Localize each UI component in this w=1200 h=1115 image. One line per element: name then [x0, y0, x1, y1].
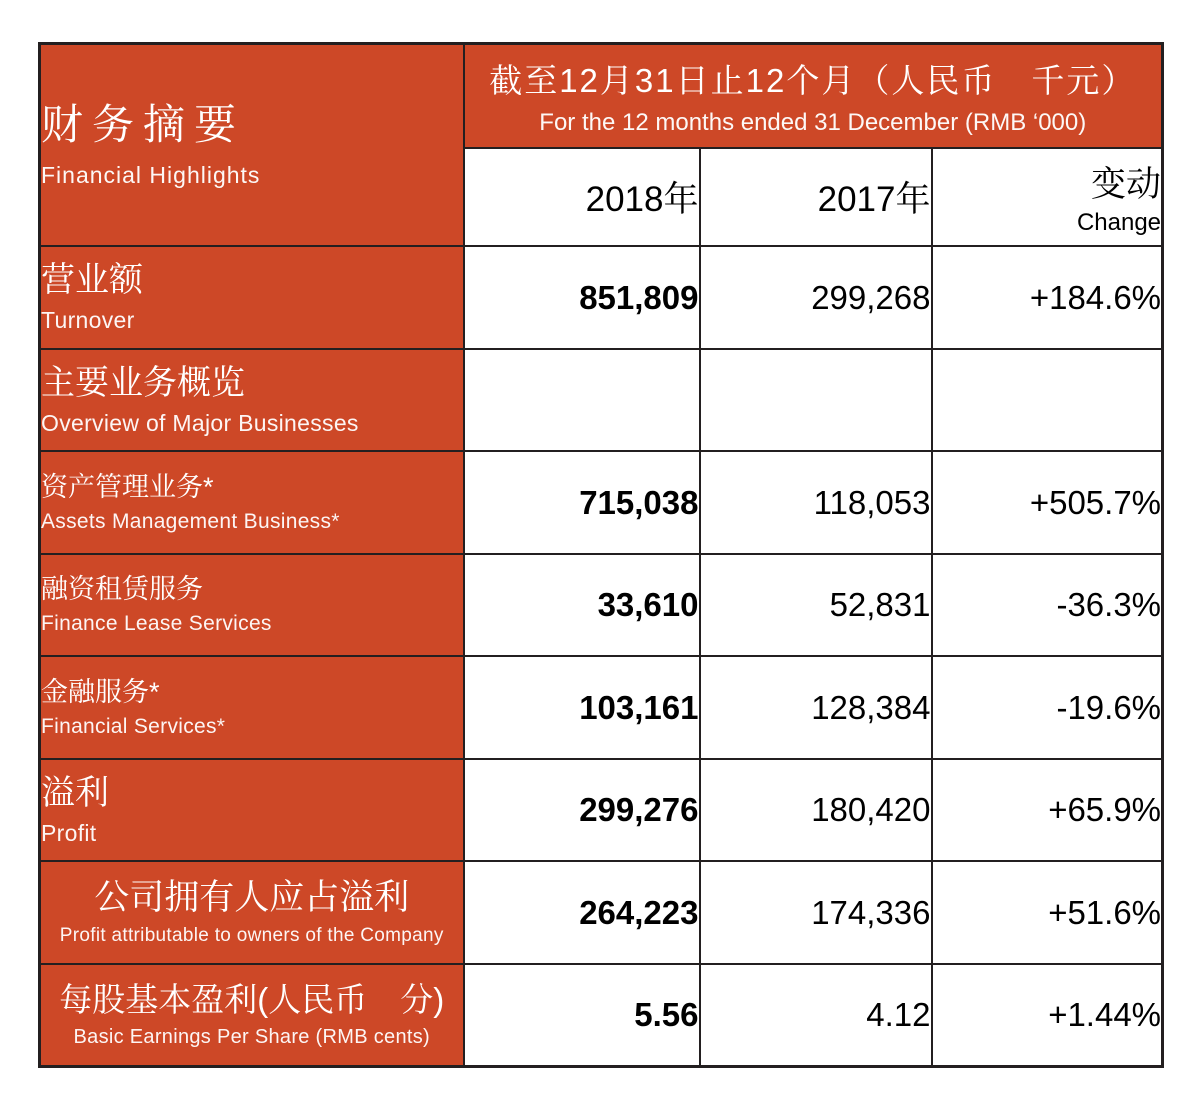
- row-finance-lease-change: -36.3%: [932, 554, 1163, 657]
- column-header-2017-label: 2017年: [817, 180, 931, 220]
- row-finance-lease-value-2017: 52,831: [700, 554, 932, 657]
- row-overview-change: [932, 349, 1163, 452]
- row-assets-management-change: +505.7%: [932, 451, 1163, 554]
- row-basic-eps: [40, 964, 1163, 1067]
- row-profit-label: [40, 759, 464, 862]
- row-overview-label-zh: 主要业务概览: [41, 363, 245, 402]
- row-basic-eps-change: +1.44%: [932, 964, 1163, 1067]
- row-financial-services-label: [40, 656, 464, 759]
- row-profit-label-zh: 溢利: [41, 773, 109, 812]
- row-basic-eps-label-zh: 每股基本盈利(人民币 分): [59, 981, 445, 1019]
- row-assets-management-value-2017: 118,053: [700, 451, 932, 554]
- row-turnover-value-2018: 851,809: [464, 246, 700, 349]
- header-row-period: [40, 44, 1163, 149]
- row-profit-value-2018: 299,276: [464, 759, 700, 862]
- column-header-2018-label: 2018年: [585, 180, 699, 220]
- row-profit-attributable-change: +51.6%: [932, 861, 1163, 964]
- row-profit-change: +65.9%: [932, 759, 1163, 862]
- row-finance-lease-value-2018: 33,610: [464, 554, 700, 657]
- column-header-change-en: Change: [1076, 209, 1162, 237]
- row-turnover-label: [40, 246, 464, 349]
- row-overview-major-businesses: [40, 349, 1163, 452]
- row-profit-attributable-value-2018: 264,223: [464, 861, 700, 964]
- row-assets-management: [40, 451, 1163, 554]
- row-profit-attributable-value-2017: 174,336: [700, 861, 932, 964]
- row-profit-label-en: Profit: [41, 819, 97, 846]
- row-finance-lease: [40, 554, 1163, 657]
- column-header-change: [932, 148, 1163, 246]
- row-basic-eps-label: [40, 964, 464, 1067]
- row-financial-services-value-2018: 103,161: [464, 656, 700, 759]
- column-header-change-zh: 变动: [1091, 165, 1162, 205]
- column-header-2018: [464, 148, 700, 246]
- row-profit-attributable: [40, 861, 1163, 964]
- financial-highlights-table: [38, 42, 1164, 1068]
- row-assets-management-label-zh: 资产管理业务*: [41, 471, 214, 502]
- table-title-cell: [40, 44, 464, 247]
- row-assets-management-value-2018: 715,038: [464, 451, 700, 554]
- row-basic-eps-value-2017: 4.12: [700, 964, 932, 1067]
- row-profit-value-2017: 180,420: [700, 759, 932, 862]
- period-header-zh: 截至12月31日止12个月（人民币 千元）: [489, 62, 1137, 99]
- row-assets-management-label: [40, 451, 464, 554]
- row-profit-attributable-label-zh: 公司拥有人应占溢利: [94, 878, 410, 918]
- row-profit: [40, 759, 1163, 862]
- row-turnover-label-zh: 营业额: [41, 261, 143, 300]
- row-turnover-label-en: Turnover: [41, 307, 135, 334]
- row-assets-management-label-en: Assets Management Business*: [41, 509, 340, 533]
- row-financial-services-change: -19.6%: [932, 656, 1163, 759]
- row-overview-label: [40, 349, 464, 452]
- row-finance-lease-label-zh: 融资租赁服务: [41, 574, 203, 605]
- row-financial-services-label-en: Financial Services*: [41, 714, 226, 738]
- period-header-en: For the 12 months ended 31 December (RMB ‘000): [539, 109, 1087, 136]
- period-header-cell: [464, 44, 1163, 149]
- column-header-2017: [700, 148, 932, 246]
- row-turnover: [40, 246, 1163, 349]
- row-financial-services: [40, 656, 1163, 759]
- row-overview-value-2018: [464, 349, 700, 452]
- row-financial-services-value-2017: 128,384: [700, 656, 932, 759]
- row-finance-lease-label-en: Finance Lease Services: [41, 612, 272, 636]
- row-overview-label-en: Overview of Major Businesses: [41, 409, 359, 436]
- row-basic-eps-value-2018: 5.56: [464, 964, 700, 1067]
- table-title-en: Financial Highlights: [41, 161, 261, 188]
- row-finance-lease-label: [40, 554, 464, 657]
- table-title-zh: 财务摘要: [41, 100, 246, 148]
- row-financial-services-label-zh: 金融服务*: [41, 676, 160, 707]
- row-profit-attributable-label-en: Profit attributable to owners of the Company: [59, 925, 444, 947]
- row-turnover-value-2017: 299,268: [700, 246, 932, 349]
- row-profit-attributable-label: [40, 861, 464, 964]
- row-overview-value-2017: [700, 349, 932, 452]
- row-turnover-change: +184.6%: [932, 246, 1163, 349]
- row-basic-eps-label-en: Basic Earnings Per Share (RMB cents): [73, 1025, 430, 1048]
